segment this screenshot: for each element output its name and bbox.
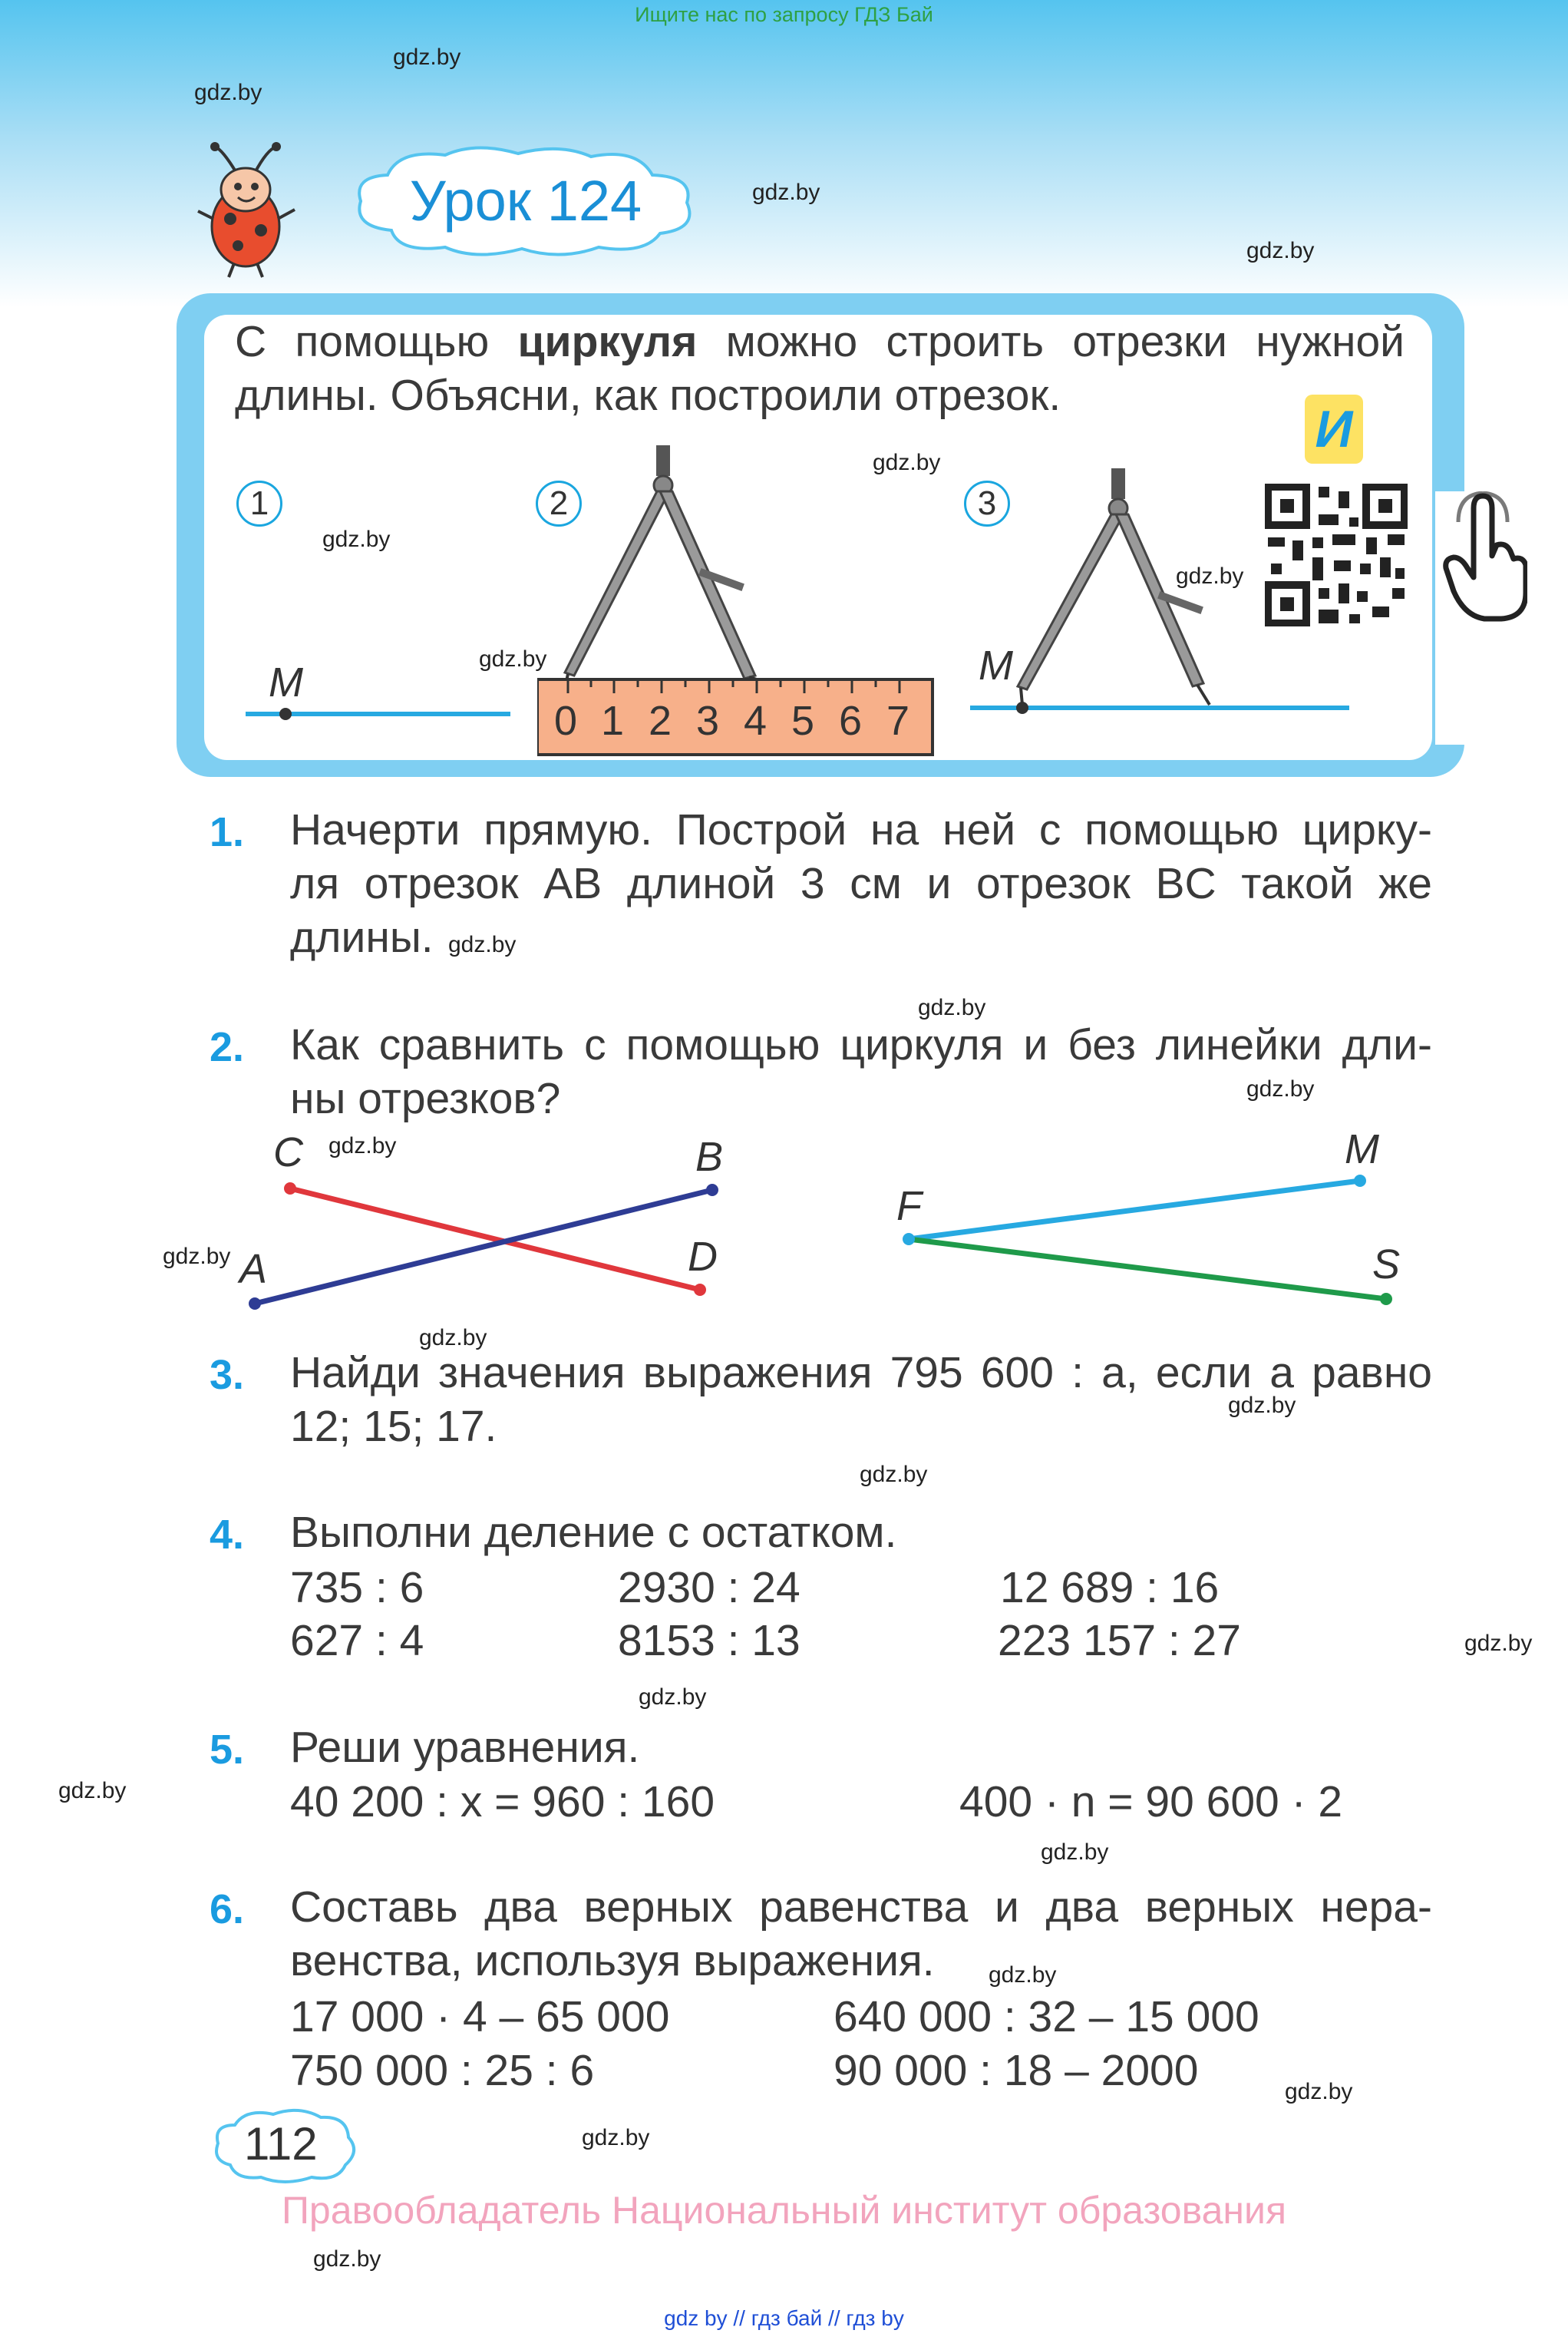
task-4-expr: 8153 : 13: [618, 1616, 801, 1665]
task-4-expr: 627 : 4: [290, 1616, 424, 1665]
step-2-circle: 2: [536, 481, 582, 527]
task-4-expr: 12 689 : 16: [1000, 1563, 1220, 1612]
label-c: C: [273, 1129, 303, 1175]
watermark: gdz.by: [393, 45, 461, 70]
ruler-digit-2: 2: [649, 698, 672, 744]
ruler-digit-7: 7: [886, 698, 910, 744]
task-1-line-1: Начерти прямую. Построй на ней с помощью цирку-: [290, 805, 1432, 854]
ruler-digit-5: 5: [791, 698, 815, 744]
task-3-line-2: 12; 15; 17.: [290, 1402, 497, 1451]
watermark: gdz.by: [1246, 1076, 1315, 1102]
ladybug-mascot: [192, 142, 307, 280]
ruler-digit-0: 0: [554, 698, 578, 744]
interactive-badge[interactable]: И: [1305, 395, 1363, 464]
task-6-expr: 750 000 : 25 : 6: [290, 2046, 595, 2095]
label-b: B: [695, 1134, 724, 1180]
watermark: gdz.by: [582, 2125, 650, 2150]
label-f: F: [896, 1183, 922, 1229]
task-6-expr: 90 000 : 18 – 2000: [834, 2046, 1199, 2095]
watermark: gdz.by: [1176, 564, 1244, 589]
watermark: gdz.by: [194, 80, 262, 105]
watermark: gdz.by: [989, 1962, 1057, 1988]
segment-cd: [290, 1188, 700, 1290]
task-4-line-1: Выполни деление с остатком.: [290, 1508, 897, 1557]
segment-ab: [255, 1190, 712, 1304]
task-6-line-2: венства, используя выражения.: [290, 1936, 935, 1985]
task-2-line-1: Как сравнить с помощью циркуля и без линейки дли-: [290, 1020, 1432, 1069]
step-1-circle: 1: [236, 481, 282, 527]
page-number: 112: [244, 2118, 318, 2170]
label-d: D: [688, 1234, 718, 1280]
ruler-digit-4: 4: [744, 698, 767, 744]
copyright-note: Правообладатель Национальный институт образования: [281, 2189, 1287, 2232]
task-2-segments: [230, 1167, 1428, 1320]
label-a: A: [239, 1246, 268, 1292]
step-3-point-m: M: [979, 643, 1013, 689]
watermark: gdz.by: [1246, 238, 1315, 263]
watermark: gdz.by: [1041, 1839, 1109, 1865]
watermark: gdz.by: [163, 1244, 231, 1269]
segment-fs: [909, 1239, 1386, 1299]
task-5-equation: 400 · n = 90 600 · 2: [959, 1777, 1343, 1826]
step-1-point-m: M: [269, 659, 303, 706]
ruler-digit-1: 1: [601, 698, 625, 744]
task-5-number: 5.: [210, 1727, 245, 1773]
ruler-digit-3: 3: [696, 698, 720, 744]
task-6-expr: 640 000 : 32 – 15 000: [834, 1992, 1259, 2041]
watermark: gdz.by: [918, 995, 986, 1020]
task-4-expr: 735 : 6: [290, 1563, 424, 1612]
qr-code-icon[interactable]: [1265, 484, 1408, 626]
watermark: gdz.by: [1464, 1631, 1533, 1656]
watermark: gdz.by: [479, 646, 547, 672]
watermark: gdz.by: [860, 1462, 928, 1487]
hand-pointer-icon[interactable]: [1443, 491, 1527, 622]
task-4-number: 4.: [210, 1512, 245, 1558]
task-2-number: 2.: [210, 1024, 245, 1070]
ruler-ticks: [537, 679, 936, 695]
task-5-line-1: Реши уравнения.: [290, 1723, 640, 1772]
task-4-expr: 223 157 : 27: [998, 1616, 1241, 1665]
task-2-line-2: ны отрезков?: [290, 1074, 561, 1123]
watermark: gdz.by: [58, 1778, 127, 1803]
lesson-title: Урок 124: [409, 169, 642, 233]
task-4-expr: 2930 : 24: [618, 1563, 801, 1612]
task-6-number: 6.: [210, 1886, 245, 1932]
watermark: gdz.by: [873, 450, 941, 475]
task-1-number: 1.: [210, 809, 245, 855]
watermark: gdz.by: [328, 1133, 397, 1158]
ruler-digit-6: 6: [839, 698, 863, 744]
watermark: gdz.by: [1228, 1393, 1296, 1418]
lesson-badge: [345, 138, 706, 264]
task-3-number: 3.: [210, 1352, 245, 1398]
info-line-2: длины. Объясни, как построили отрезок.: [235, 371, 1061, 420]
task-1-line-2: ля отрезок AB длиной 3 см и отрезок BC такой же: [290, 859, 1432, 908]
task-6-line-1: Составь два верных равенства и два верных нера-: [290, 1882, 1432, 1932]
info-bold-word: циркуля: [517, 317, 698, 366]
watermark: gdz.by: [419, 1325, 487, 1350]
watermark: gdz.by: [1285, 2079, 1353, 2104]
task-5-equation: 40 200 : x = 960 : 160: [290, 1777, 715, 1826]
watermark: gdz.by: [313, 2246, 381, 2272]
label-s: S: [1372, 1241, 1401, 1287]
watermark: gdz.by: [752, 180, 820, 205]
task-3-line-1: Найди значения выражения 795 600 : a, если a равно: [290, 1348, 1432, 1397]
label-m: M: [1345, 1126, 1379, 1172]
segment-fm: [909, 1181, 1360, 1239]
top-note[interactable]: Ищите нас по запросу ГДЗ Бай: [635, 3, 933, 26]
watermark: gdz.by: [448, 932, 517, 957]
watermark: gdz.by: [639, 1684, 707, 1710]
watermark: gdz.by: [322, 527, 391, 552]
info-line-1: С помощью циркуля можно строить отрезки нужной: [235, 317, 1405, 366]
task-6-expr: 17 000 · 4 – 65 000: [290, 1992, 670, 2041]
bottom-note[interactable]: gdz by // гдз бай // гдз by: [664, 2306, 904, 2330]
task-1-line-3: длины.: [290, 913, 434, 962]
step-3-circle: 3: [964, 481, 1010, 527]
